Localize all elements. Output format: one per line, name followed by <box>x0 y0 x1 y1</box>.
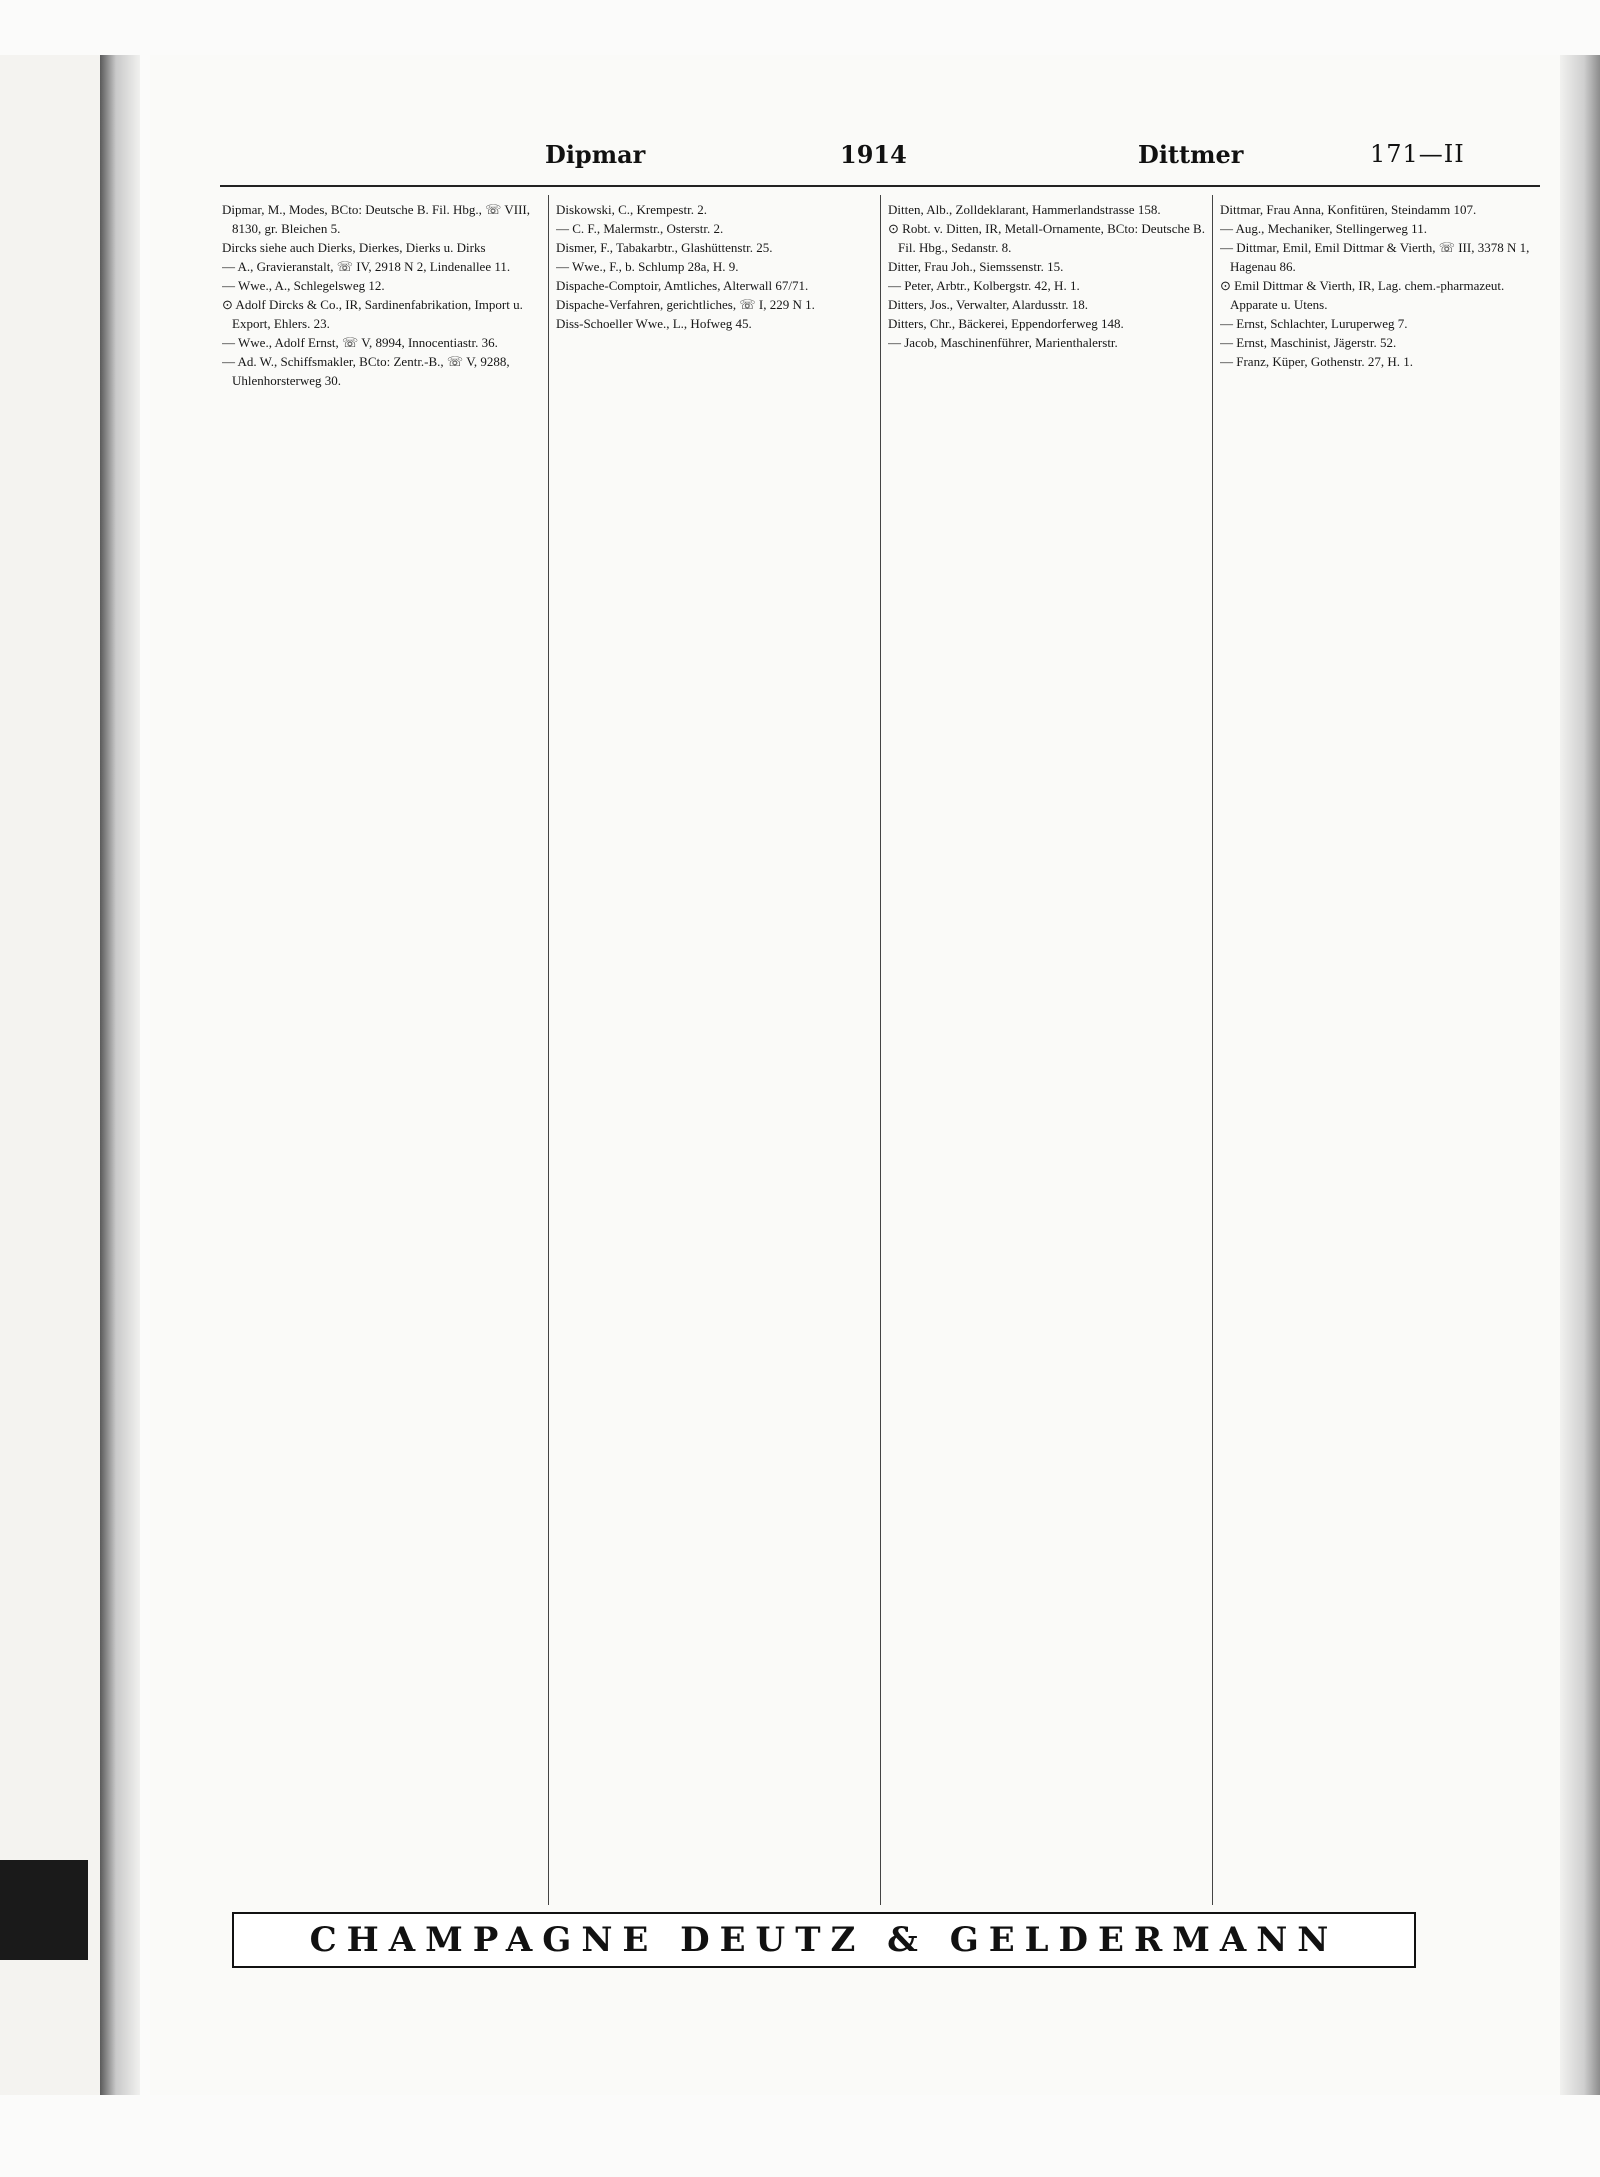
directory-entry: ⊙ Emil Dittmar & Vierth, IR, Lag. chem.-pharmazeut. Apparate u. Utens. <box>1220 278 1505 312</box>
header-rule <box>220 185 1540 187</box>
header-year: 1914 <box>840 140 907 169</box>
directory-entry: ⊙ Robt. v. Ditten, IR, Metall-Ornamente, BCto: Deutsche B. Fil. Hbg., Sedanstr. 8. <box>888 221 1205 255</box>
directory-entry: Ditten, Alb., Zolldeklarant, Hammerlandstrasse 158. <box>888 202 1161 217</box>
directory-entry: Ditters, Jos., Verwalter, Alardusstr. 18. <box>888 297 1088 312</box>
left-page-fragment <box>0 55 102 2095</box>
directory-entry: — Franz, Küper, Gothenstr. 27, H. 1. <box>1220 354 1414 369</box>
directory-column-1 <box>222 200 540 1900</box>
book-gutter <box>100 55 140 2095</box>
directory-entry: — Jacob, Maschinenführer, Marienthalerstr. <box>888 335 1118 350</box>
directory-entry: Diskowski, C., Krempestr. 2. <box>556 202 707 217</box>
directory-column-4 <box>1220 200 1538 1900</box>
directory-entry: Dircks siehe auch Dierks, Dierkes, Dierks u. Dirks <box>222 240 486 255</box>
directory-entry: — Ad. W., Schiffsmakler, BCto: Zentr.-B., ☏ V, 9288, Uhlenhorsterweg 30. <box>222 354 510 388</box>
directory-entry: — C. F., Malermstr., Osterstr. 2. <box>556 221 724 236</box>
left-page-black-block <box>0 1860 88 1960</box>
header-left-word: Dipmar <box>545 140 646 169</box>
directory-entry: Dispache-Verfahren, gerichtliches, ☏ I, 229 N 1. <box>556 297 815 312</box>
directory-entry: — Ernst, Maschinist, Jägerstr. 52. <box>1220 335 1397 350</box>
directory-entry: — Aug., Mechaniker, Stellingerweg 11. <box>1220 221 1427 236</box>
directory-entry: — Wwe., F., b. Schlump 28a, H. 9. <box>556 259 739 274</box>
advertisement-banner: CHAMPAGNE DEUTZ & GELDERMANN <box>232 1912 1416 1968</box>
column-divider <box>1212 195 1213 1905</box>
directory-entry: — Wwe., Adolf Ernst, ☏ V, 8994, Innocentiastr. 36. <box>222 335 498 350</box>
directory-entry: — Ernst, Schlachter, Luruperweg 7. <box>1220 316 1408 331</box>
directory-entry: — Wwe., A., Schlegelsweg 12. <box>222 278 385 293</box>
page-edge <box>1560 55 1600 2095</box>
directory-entry: Ditters, Chr., Bäckerei, Eppendorferweg 148. <box>888 316 1124 331</box>
directory-entry: — A., Gravieranstalt, ☏ IV, 2918 N 2, Lindenallee 11. <box>222 259 511 274</box>
directory-entry: Dismer, F., Tabakarbtr., Glashüttenstr. 25. <box>556 240 773 255</box>
directory-entry: ⊙ Adolf Dircks & Co., IR, Sardinenfabrikation, Import u. Export, Ehlers. 23. <box>222 297 523 331</box>
page-number: 171—II <box>1370 140 1465 168</box>
directory-column-3 <box>888 200 1206 1900</box>
directory-column-2 <box>556 200 874 1900</box>
column-divider <box>880 195 881 1905</box>
directory-entry: — Peter, Arbtr., Kolbergstr. 42, H. 1. <box>888 278 1080 293</box>
running-header <box>220 140 1540 180</box>
directory-entry: Ditter, Frau Joh., Siemssenstr. 15. <box>888 259 1064 274</box>
directory-entry: — Dittmar, Emil, Emil Dittmar & Vierth, ☏ III, 3378 N 1, Hagenau 86. <box>1220 240 1530 274</box>
directory-entry: Diss-Schoeller Wwe., L., Hofweg 45. <box>556 316 752 331</box>
column-divider <box>548 195 549 1905</box>
header-right-word: Dittmer <box>1138 140 1244 169</box>
directory-entry: Dipmar, M., Modes, BCto: Deutsche B. Fil. Hbg., ☏ VIII, 8130, gr. Bleichen 5. <box>222 202 530 236</box>
directory-entry: Dispache-Comptoir, Amtliches, Alterwall 67/71. <box>556 278 809 293</box>
directory-entry: Dittmar, Frau Anna, Konfitüren, Steindamm 107. <box>1220 202 1477 217</box>
